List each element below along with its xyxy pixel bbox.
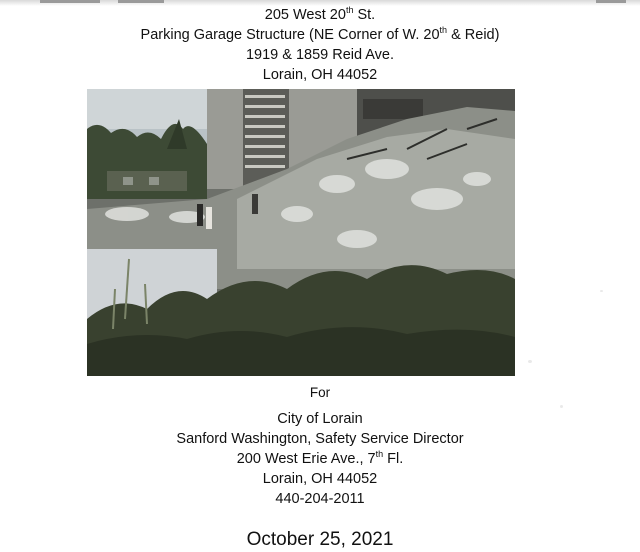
client-contact: Sanford Washington, Safety Service Director bbox=[176, 431, 464, 447]
for-label: For bbox=[309, 385, 331, 400]
client-street-address: 200 West Erie Ave., 7th Fl. bbox=[236, 449, 404, 467]
reid-address: 1919 & 1859 Reid Ave. bbox=[245, 47, 395, 63]
client-city-state-zip: Lorain, OH 44052 bbox=[262, 471, 378, 487]
report-date-block bbox=[0, 528, 640, 552]
site-address: 205 West 20th St. bbox=[264, 5, 376, 23]
report-date: October 25, 2021 bbox=[246, 529, 394, 550]
report-header bbox=[0, 5, 640, 85]
client-phone: 440-204-2011 bbox=[275, 491, 365, 507]
structure-description: Parking Garage Structure (NE Corner of W. 20th & Reid) bbox=[140, 25, 500, 43]
site-city-state-zip: Lorain, OH 44052 bbox=[262, 67, 378, 83]
client-organization: City of Lorain bbox=[277, 411, 363, 427]
demolition-rubble-photo bbox=[87, 89, 515, 376]
prepared-for-label-block bbox=[0, 383, 640, 403]
client-contact-block bbox=[0, 409, 640, 509]
